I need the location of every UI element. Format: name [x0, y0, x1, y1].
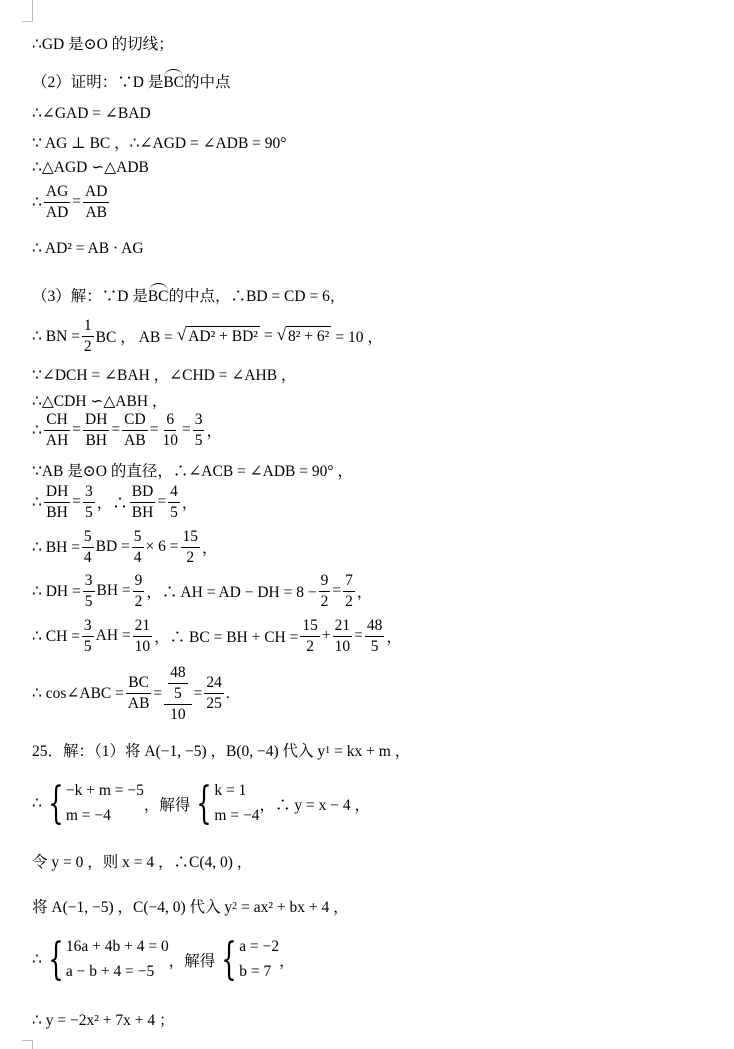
line-dh-ah: ∴ DH = $\frac{3}{5}$ BH = $\frac{9}{2}$ ，∴ AH = AD − DH = 8 − $\frac{9}{2}$ = $\frac{7}{2}$ ，: [32, 572, 373, 610]
fraction: $\frac{3}{5}$: [84, 572, 93, 610]
line-diameter: ∵AB 是⊙O 的直径，∴∠ACB = ∠ADB = 90° ，: [32, 463, 353, 480]
line-cos-abc: ∴ cos∠ABC = $\frac{BC}{AB}$ = $\frac{\frac{48}{5}}{10}$ = $\frac{24}{25}$ .: [32, 664, 230, 723]
square-root: √ AD² + BD²: [176, 325, 258, 346]
fraction: $\frac{CH}{AH}$: [45, 411, 69, 449]
fraction: $\frac{BC}{AB}$: [127, 674, 150, 713]
fraction: $\frac{DH}{BH}$: [85, 411, 108, 449]
page-corner-mark: [22, 1040, 32, 1041]
line-parabola-result: ∴ y = −2x² + 7x + 4 ；: [32, 1012, 175, 1029]
line-part3: （3）解：∵D 是 BC 的中点，∴BD = CD = 6，: [32, 284, 345, 306]
line-similar-cdh-abh: ∴△CDH ∽△ABH ，: [32, 393, 168, 410]
line-q25-part1: 25．解：（1）将 A(−1, −5) ，B(0, −4) 代入 y 1 = kx + m ，: [32, 743, 411, 760]
line-perpendicular: ∵ AG ⊥ BC ，∴∠AGD = ∠ADB = 90°: [32, 135, 287, 152]
line-system-2: ∴ { 16a + 4b + 4 = 0 a − b + 4 = −5 ，解得 { a = −2 b = 7 ，: [32, 933, 295, 985]
line-ad-squared: ∴ AD² = AB · AG: [32, 240, 144, 257]
arc-bc: BC: [148, 284, 169, 306]
fraction: $\frac{3}{5}$: [194, 411, 203, 449]
fraction: $\frac{24}{25}$: [206, 674, 222, 713]
fraction: $\frac{3}{5}$: [83, 617, 92, 655]
fraction: $\frac{15}{2}$: [302, 617, 318, 655]
fraction: $\frac{CD}{AB}$: [124, 411, 146, 449]
line-angles: ∵∠DCH = ∠BAH ，∠CHD = ∠AHB ，: [32, 367, 297, 384]
line-ratio: ∴ $\frac{AG}{AD}$ = $\frac{AD}{AB}$: [32, 183, 108, 221]
fraction: $\frac{21}{10}$: [134, 617, 151, 655]
fraction: $\frac{9}{2}$: [320, 572, 329, 610]
fraction: $\frac{48}{5}$: [366, 617, 383, 655]
equation-system: { a = −2 b = 7: [221, 933, 280, 985]
fraction: $\frac{5}{4}$: [133, 528, 142, 566]
fraction: $\frac{7}{2}$: [345, 572, 353, 610]
line-ch-bc: ∴ CH = $\frac{3}{5}$ AH = $\frac{21}{10}$ ，∴ BC = BH + CH = $\frac{15}{2}$ + $\frac{21}{10}$ = $\frac{48}{5}$ ，: [32, 617, 402, 655]
line-ratios-chain: ∴ $\frac{CH}{AH}$ = $\frac{DH}{BH}$ = $\frac{CD}{AB}$ = $\frac{6}{10}$ = $\frac{3}{5}$ ，: [32, 411, 222, 449]
page-corner-mark: [22, 1040, 33, 1049]
line-bh: ∴ BH = $\frac{5}{4}$ BD = $\frac{5}{4}$ × 6 = $\frac{15}{2}$ ，: [32, 528, 218, 566]
line-system-1: ∴ { −k + m = −5 m = −4 ，解得 { k = 1 m = −4 ，∴ y = x − 4 ，: [32, 777, 370, 829]
line-dh-bh: ∴ $\frac{DH}{BH}$ = $\frac{3}{5}$ ，∴ $\frac{BD}{BH}$ = $\frac{4}{5}$ ，: [32, 483, 198, 521]
fraction: $\frac{6}{10}$: [162, 411, 178, 449]
fraction: $\frac{48}{5}$: [170, 664, 186, 702]
line-point-c: 令 y = 0 ，则 x = 4 ，∴C(4, 0) ，: [32, 854, 253, 871]
fraction: $\frac{4}{5}$: [170, 483, 178, 521]
line-bn-ab: ∴ BN = $\frac{1}{2}$ BC ， AB = √ AD² + BD² = √ 8² + 6² = 10 ，: [32, 317, 383, 355]
fraction: $\frac{5}{4}$: [83, 528, 92, 566]
fraction: $\frac{DH}{BH}$: [45, 483, 69, 521]
fraction: $\frac{AG}{AD}$: [45, 183, 69, 221]
page-corner-mark: [22, 0, 33, 22]
equation-system: { k = 1 m = −4: [196, 777, 260, 829]
square-root: √ 8² + 6²: [276, 325, 330, 346]
arc-bc: BC: [163, 70, 184, 92]
line-part2-proof: （2）证明：∵D 是 BC 的中点: [32, 70, 231, 92]
fraction: $\frac{AD}{AB}$: [85, 183, 108, 221]
line-angle-equal: ∴∠GAD = ∠BAD: [32, 105, 151, 122]
fraction: $\frac{3}{5}$: [85, 483, 93, 521]
fraction: $\frac{21}{10}$: [334, 617, 351, 655]
equation-system: { −k + m = −5 m = −4: [48, 777, 144, 829]
page-corner-mark: [22, 21, 32, 22]
complex-fraction: $\frac{\frac{48}{5}}{10}$: [164, 664, 192, 723]
line-substitute-y2: 将 A(−1, −5) ，C(−4, 0) 代入 y 2 = ax² + bx + 4 ，: [32, 899, 349, 916]
fraction: $\frac{1}{2}$: [83, 317, 92, 355]
line-similar-triangles: ∴△AGD ∽△ADB: [32, 159, 149, 176]
fraction: $\frac{15}{2}$: [182, 528, 199, 566]
equation-system: { 16a + 4b + 4 = 0 a − b + 4 = −5: [48, 933, 169, 985]
line-tangent-conclusion: ∴GD 是⊙O 的切线；: [32, 36, 174, 53]
fraction: $\frac{9}{2}$: [134, 572, 143, 610]
fraction: $\frac{BD}{BH}$: [131, 483, 154, 521]
